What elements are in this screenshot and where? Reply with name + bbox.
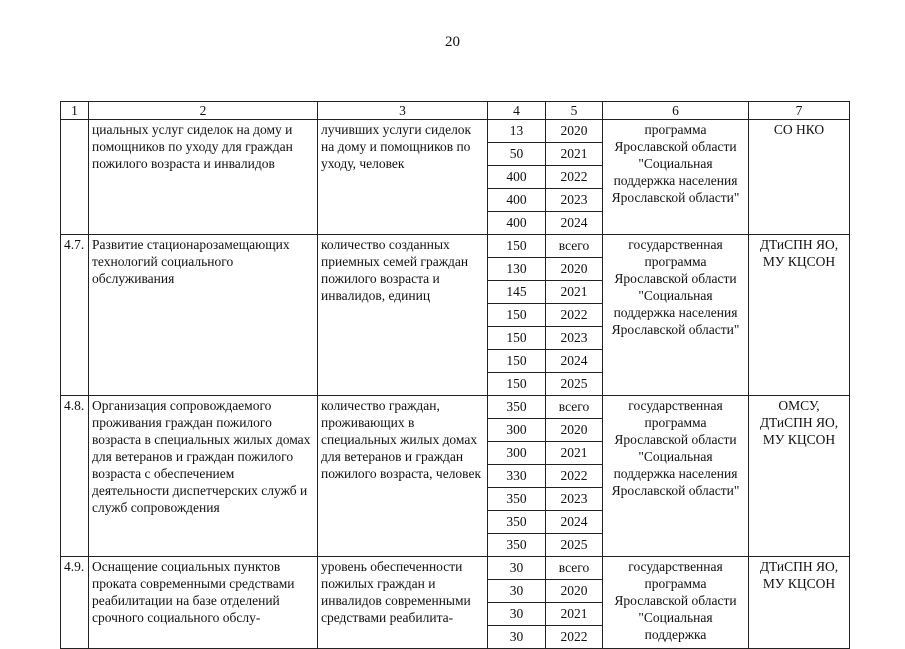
responsible-party: СО НКО: [749, 120, 850, 235]
indicator-value: 50: [488, 143, 545, 166]
indicator-value: 30: [509, 629, 524, 644]
funding-source: государственная программа Ярославской области "Социальная поддержка населения Ярославской области": [603, 235, 749, 396]
funding-source: программа Ярославской области "Социальная поддержка населения Ярославской области": [603, 120, 749, 235]
header-row: [61, 102, 850, 120]
responsible-party: ДТиСПН ЯО, МУ КЦСОН: [749, 235, 850, 396]
indicator-value: 350: [506, 537, 527, 552]
indicator-value: 145: [488, 281, 545, 304]
funding-source: государственная программа Ярославской области "Социальная поддержка: [603, 557, 749, 649]
header-cell: 2: [89, 102, 318, 120]
indicator-value: 150: [488, 235, 545, 258]
responsible-party: ДТиСПН ЯО, МУ КЦСОН: [749, 557, 850, 649]
indicator-year: 2021: [546, 143, 602, 166]
indicator-year: 2021: [546, 442, 602, 465]
indicator-year: 2020: [546, 419, 602, 442]
values-cell: [488, 557, 546, 649]
indicator-value: 330: [488, 465, 545, 488]
table-row: [61, 120, 850, 235]
indicator-year: 2023: [546, 488, 602, 511]
indicator-value: 350: [488, 396, 545, 419]
indicator-value: 150: [488, 350, 545, 373]
indicator-value: 400: [488, 166, 545, 189]
measure-description: Организация сопровождаемого проживания граждан пожилого возраста в специальных жилых домах для ветеранов и граждан пожилого возраста с обеспечением деятельности диспетчерских служб и служб сопровождения: [89, 396, 318, 557]
measure-indicator: количество граждан, проживающих в специальных жилых домах для ветеранов и граждан пожилого возраста, человек: [318, 396, 488, 557]
indicator-value: 30: [488, 603, 545, 626]
indicator-year: 2020: [546, 120, 602, 143]
measure-number: 4.9.: [61, 557, 89, 649]
indicator-year: всего: [546, 235, 602, 258]
indicator-value: 30: [488, 557, 545, 580]
indicator-value: 150: [488, 304, 545, 327]
indicator-value: 400: [488, 189, 545, 212]
indicator-year: 2021: [546, 603, 602, 626]
years-cell: [546, 396, 603, 557]
years-cell: [546, 557, 603, 649]
indicator-value: 150: [506, 376, 527, 391]
values-cell: [488, 235, 546, 396]
indicator-year: 2022: [546, 465, 602, 488]
indicator-value: 400: [506, 215, 527, 230]
measure-description: Оснащение социальных пунктов проката современными средствами реабилитации на базе отделений срочного социального обслу-: [89, 557, 318, 649]
measure-indicator: лучивших услуги сиделок на дому и помощников по уходу, человек: [318, 120, 488, 235]
measure-number: 4.8.: [61, 396, 89, 557]
page-number: 20: [445, 34, 460, 50]
indicator-value: 130: [488, 258, 545, 281]
indicator-year: 2024: [560, 215, 588, 230]
header-cell: 5: [546, 102, 603, 120]
indicator-year: всего: [546, 557, 602, 580]
measure-number: [61, 120, 89, 235]
funding-source: государственная программа Ярославской области "Социальная поддержка населения Ярославской области": [603, 396, 749, 557]
years-cell: [546, 120, 603, 235]
indicator-year: 2022: [546, 166, 602, 189]
indicator-year: 2025: [560, 537, 588, 552]
indicator-value: 350: [488, 488, 545, 511]
indicator-value: 30: [488, 580, 545, 603]
measure-number: 4.7.: [61, 235, 89, 396]
indicator-year: 2024: [546, 511, 602, 534]
indicator-value: 300: [488, 442, 545, 465]
header-cell: 7: [749, 102, 850, 120]
values-cell: [488, 120, 546, 235]
values-cell: [488, 396, 546, 557]
table-row: [61, 235, 850, 396]
measure-description: циальных услуг сиделок на дому и помощников по уходу для граждан пожилого возраста и инвалидов: [89, 120, 318, 235]
indicator-year: 2022: [560, 629, 588, 644]
header-cell: 4: [488, 102, 546, 120]
indicator-year: 2025: [560, 376, 588, 391]
measures-table: [60, 101, 850, 649]
indicator-value: 300: [488, 419, 545, 442]
header-cell: 6: [603, 102, 749, 120]
measure-description: Развитие стационарозамещающих технологий социального обслуживания: [89, 235, 318, 396]
indicator-value: 350: [488, 511, 545, 534]
indicator-year: 2020: [546, 258, 602, 281]
table-row: [61, 557, 850, 649]
table-row: [61, 396, 850, 557]
measure-indicator: количество созданных приемных семей граждан пожилого возраста и инвалидов, единиц: [318, 235, 488, 396]
indicator-year: 2024: [546, 350, 602, 373]
header-cell: 1: [61, 102, 89, 120]
indicator-value: 150: [488, 327, 545, 350]
indicator-year: 2021: [546, 281, 602, 304]
indicator-year: 2023: [546, 189, 602, 212]
measure-indicator: уровень обеспеченности пожилых граждан и инвалидов современными средствами реабилита-: [318, 557, 488, 649]
indicator-year: всего: [546, 396, 602, 419]
indicator-year: 2022: [546, 304, 602, 327]
responsible-party: ОМСУ, ДТиСПН ЯО, МУ КЦСОН: [749, 396, 850, 557]
indicator-year: 2020: [546, 580, 602, 603]
indicator-value: 13: [488, 120, 545, 143]
header-cell: 3: [318, 102, 488, 120]
years-cell: [546, 235, 603, 396]
indicator-year: 2023: [546, 327, 602, 350]
